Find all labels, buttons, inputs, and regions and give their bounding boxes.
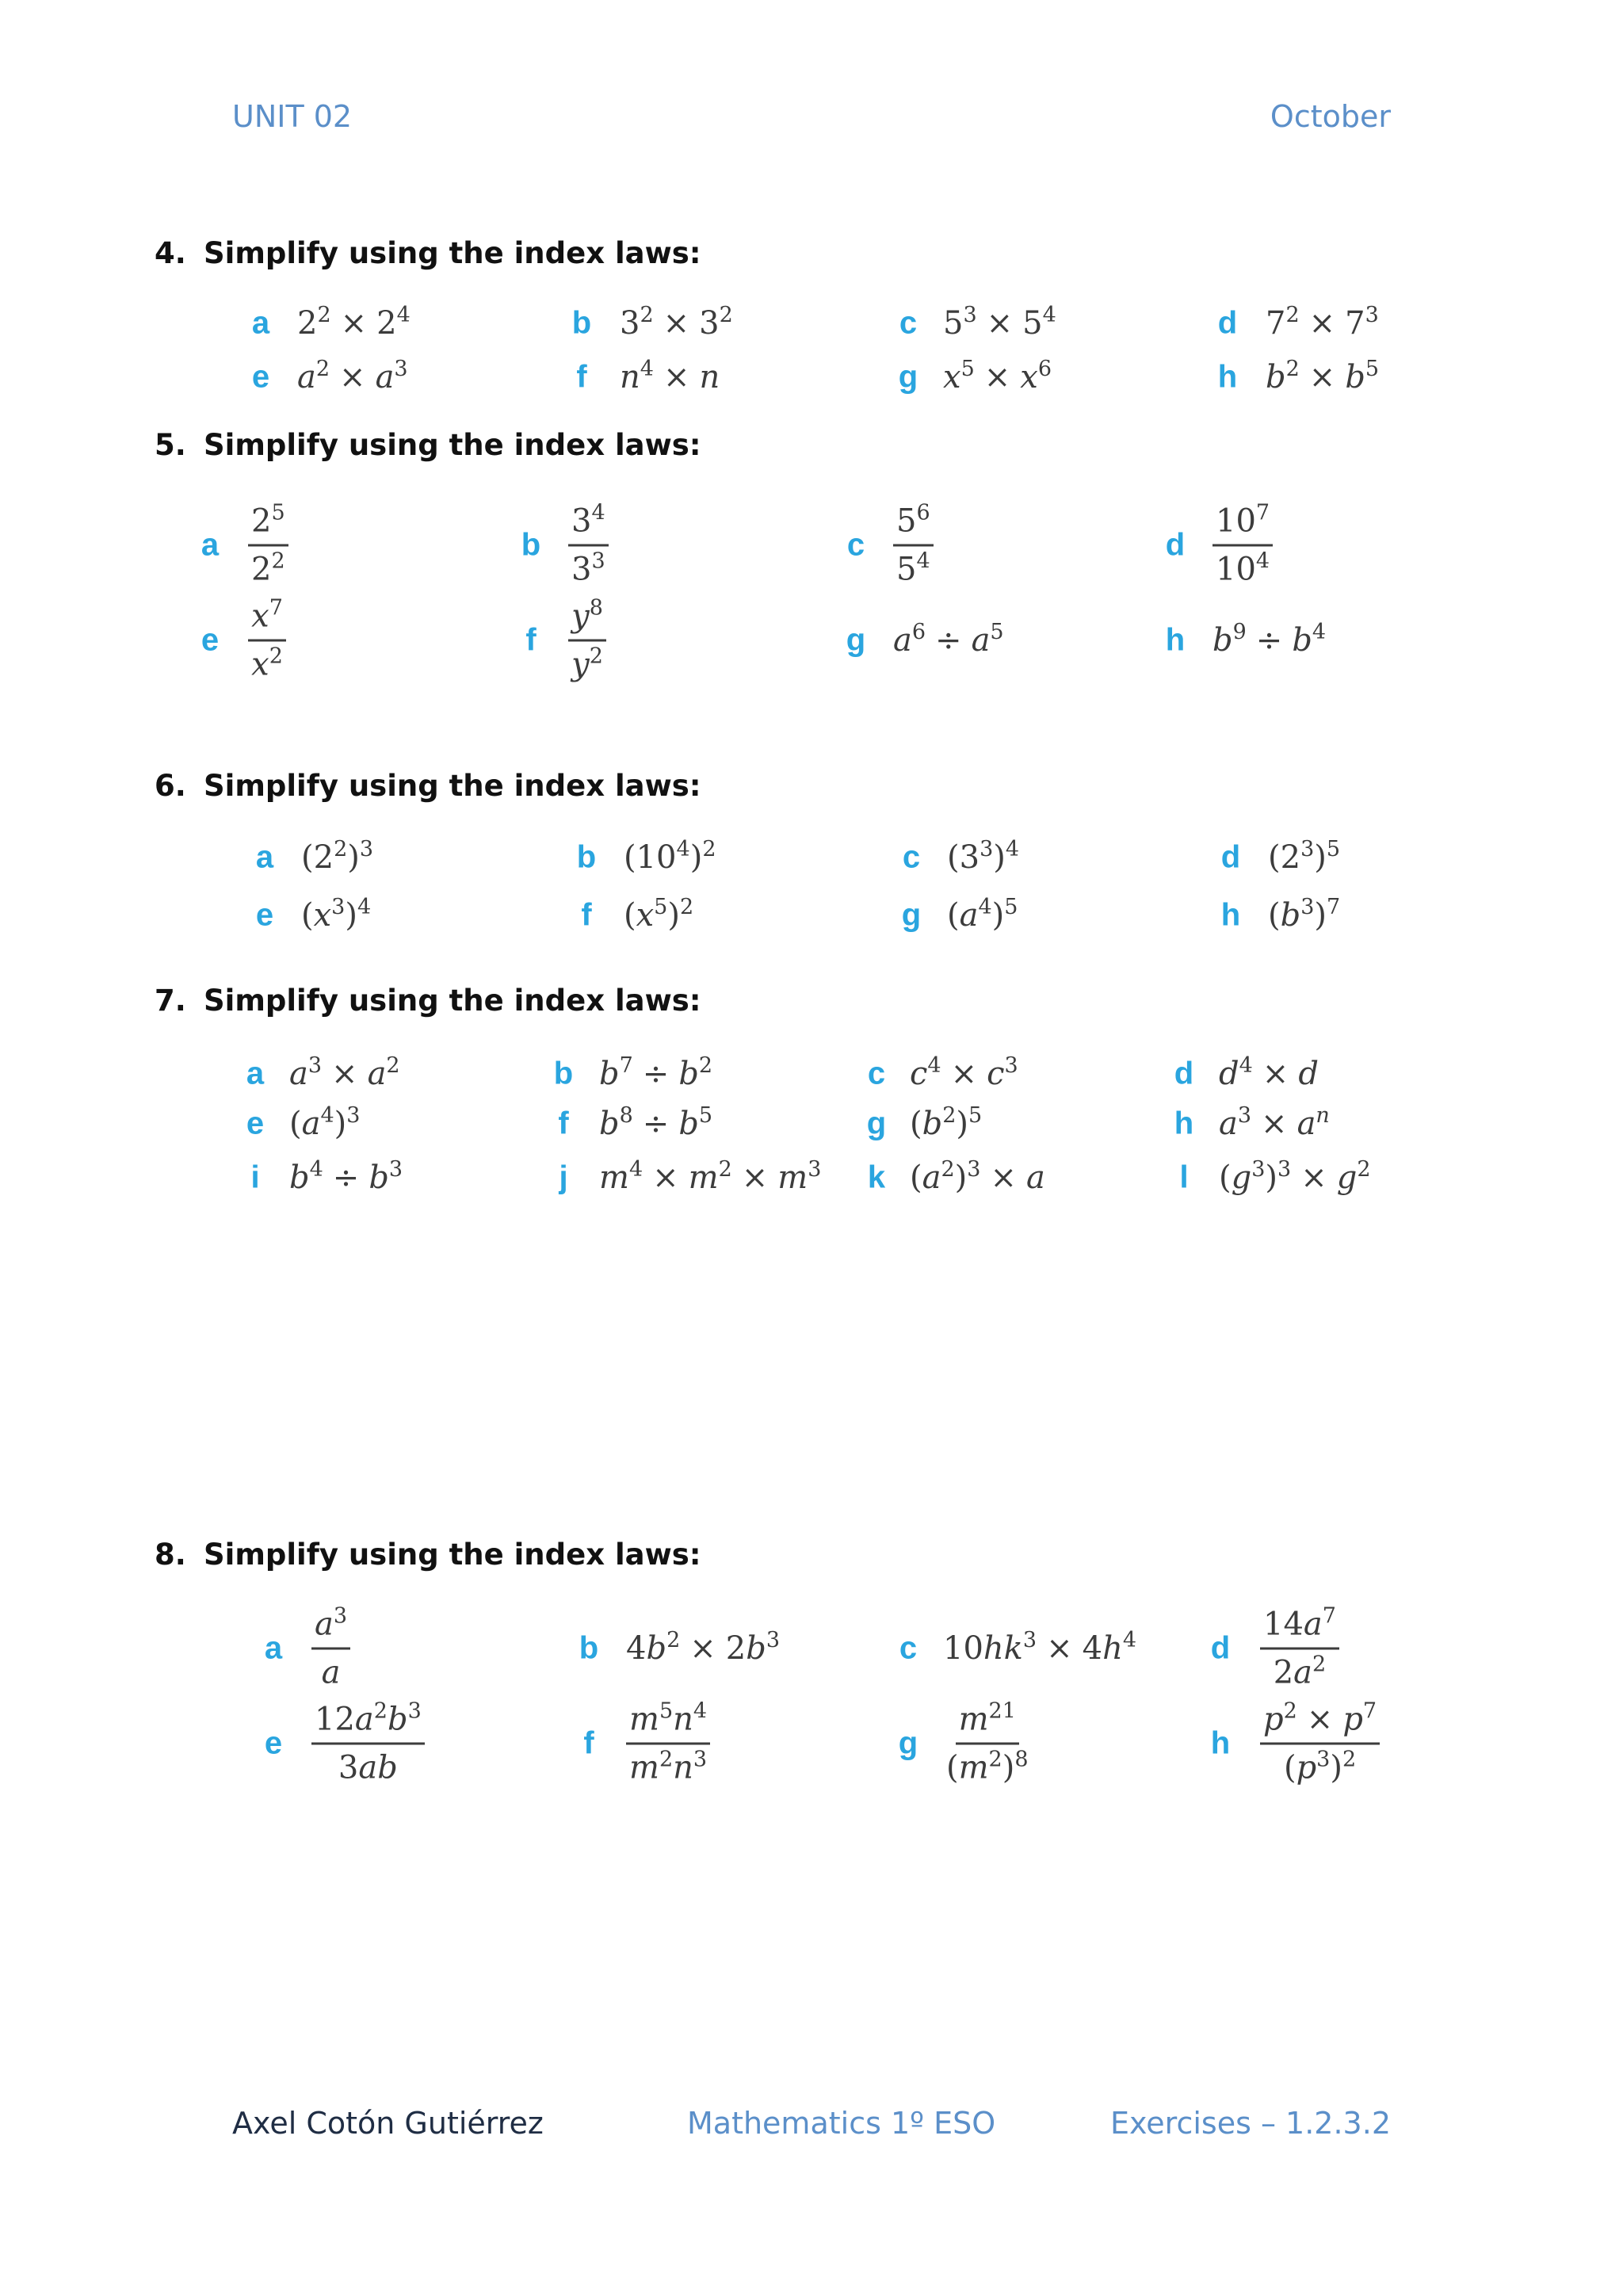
fraction — [248, 500, 288, 588]
header-month: October — [1270, 99, 1391, 134]
fraction-numerator: $14a^7$ — [1260, 1606, 1339, 1650]
question-6-expression-b: $(10^4)^2$ — [624, 837, 716, 876]
fraction-denominator: $10^4$ — [1216, 548, 1270, 588]
question-4-label-g: g — [898, 359, 918, 395]
fraction-denominator: 3ab — [338, 1749, 398, 1786]
question-4-expression-b: $3^2 \times 3^2$ — [620, 303, 733, 342]
footer-exercise: Exercises – 1.2.3.2 — [1109, 2106, 1391, 2141]
question-8-expression-h — [1260, 1698, 1380, 1786]
question-5-expression-h: $b^9 \div b^4$ — [1212, 620, 1327, 659]
question-7-label-g: g — [866, 1106, 887, 1141]
question-6-expression-e: $(x^3)^4$ — [301, 895, 372, 934]
question-7-label-j: j — [559, 1159, 568, 1195]
question-7-expression-l: $(g^3)^3 \times g^2$ — [1219, 1157, 1371, 1196]
question-4-label-b: b — [571, 305, 592, 341]
question-8-label-a: a — [264, 1630, 283, 1666]
question-4-title: 4. Simplify using the index laws: — [155, 236, 701, 270]
question-6-expression-g: $(a^4)^5$ — [947, 895, 1018, 934]
question-5-label-e: e — [200, 622, 220, 658]
question-4-expression-f: $n^4 \times n$ — [620, 357, 720, 395]
question-7-expression-d: $d^4 \times d$ — [1219, 1053, 1319, 1092]
fraction — [311, 1698, 425, 1786]
question-5-expression-a — [248, 500, 288, 588]
question-4-label-c: c — [899, 305, 918, 341]
question-8-title: 8. Simplify using the index laws: — [155, 1538, 701, 1572]
question-6-label-e: e — [255, 897, 274, 933]
question-6-label-d: d — [1220, 839, 1241, 875]
question-5-expression-b — [568, 500, 609, 588]
question-8-label-b: b — [579, 1630, 599, 1666]
fraction-denominator: $y^2$ — [571, 644, 603, 683]
question-5-expression-c — [893, 500, 934, 588]
question-7-label-k: k — [867, 1159, 886, 1195]
fraction-numerator: $m^{21}$ — [956, 1702, 1019, 1745]
fraction-numerator: $x^7$ — [248, 598, 286, 642]
question-7-expression-h: $a^3 \times a^n$ — [1219, 1103, 1330, 1142]
question-6-title: 6. Simplify using the index laws: — [155, 769, 701, 803]
question-7-label-a: a — [246, 1056, 265, 1091]
fraction — [626, 1698, 710, 1786]
question-5-label-f: f — [525, 622, 537, 658]
header-unit: UNIT 02 — [232, 99, 353, 134]
question-8-expression-a — [311, 1603, 350, 1691]
fraction — [893, 500, 934, 588]
question-4-expression-h: $b^2 \times b^5$ — [1266, 357, 1380, 395]
fraction-numerator: $2^5$ — [248, 503, 288, 547]
fraction-denominator: $(m^2)^8$ — [946, 1747, 1029, 1786]
fraction-denominator: $2^2$ — [251, 548, 285, 588]
footer-course: Mathematics 1º ESO — [687, 2106, 996, 2141]
question-8-expression-g — [943, 1698, 1032, 1786]
fraction-denominator: $5^4$ — [896, 548, 930, 588]
question-4-label-f: f — [576, 359, 587, 395]
question-4-expression-a: $2^2 \times 2^4$ — [297, 303, 411, 342]
fraction — [943, 1698, 1032, 1786]
fraction — [1260, 1698, 1380, 1786]
fraction-numerator: $p^2 \times p^7$ — [1260, 1702, 1380, 1745]
question-4-label-e: e — [251, 359, 270, 395]
question-5-expression-f — [568, 595, 606, 683]
question-8-label-d: d — [1210, 1630, 1231, 1666]
fraction — [568, 500, 609, 588]
question-7-label-e: e — [246, 1106, 265, 1141]
fraction-numerator: $12a^2b^3$ — [311, 1702, 425, 1745]
fraction — [248, 595, 286, 683]
question-4-label-d: d — [1217, 305, 1238, 341]
question-8-label-g: g — [898, 1725, 918, 1761]
question-5-expression-e — [248, 595, 286, 683]
question-4-expression-c: $5^3 \times 5^4$ — [943, 303, 1056, 342]
question-6-expression-a: $(2^2)^3$ — [301, 837, 374, 876]
question-7-label-c: c — [867, 1056, 886, 1091]
question-6-label-b: b — [576, 839, 597, 875]
fraction-numerator: $m^5n^4$ — [626, 1702, 710, 1745]
fraction — [568, 595, 606, 683]
question-7-label-f: f — [558, 1106, 569, 1141]
question-7-expression-c: $c^4 \times c^3$ — [910, 1053, 1018, 1092]
question-6-label-f: f — [581, 897, 592, 933]
question-6-expression-d: $(2^3)^5$ — [1268, 837, 1341, 876]
question-6-expression-f: $(x^5)^2$ — [624, 895, 694, 934]
question-5-title: 5. Simplify using the index laws: — [155, 428, 701, 462]
question-8-expression-d — [1260, 1603, 1339, 1691]
fraction-denominator: $2a^2$ — [1273, 1652, 1327, 1691]
fraction-denominator: $m^2n^3$ — [629, 1747, 708, 1786]
question-7-label-i: i — [250, 1159, 260, 1195]
fraction-numerator: $5^6$ — [893, 503, 934, 547]
question-7-label-d: d — [1174, 1056, 1194, 1091]
question-5-label-c: c — [846, 527, 865, 563]
fraction — [311, 1603, 350, 1691]
question-7-expression-k: $(a^2)^3 \times a$ — [910, 1157, 1045, 1196]
fraction-denominator: $x^2$ — [251, 644, 283, 683]
question-8-expression-f — [626, 1698, 710, 1786]
question-7-label-l: l — [1179, 1159, 1189, 1195]
question-5-label-g: g — [846, 622, 866, 658]
question-6-label-h: h — [1220, 897, 1241, 933]
question-7-expression-g: $(b^2)^5$ — [910, 1103, 983, 1142]
question-5-label-d: d — [1165, 527, 1186, 563]
question-7-label-h: h — [1174, 1106, 1194, 1141]
question-7-label-b: b — [553, 1056, 574, 1091]
question-7-expression-e: $(a^4)^3$ — [289, 1103, 361, 1142]
fraction-denominator: a — [321, 1654, 341, 1691]
question-8-label-c: c — [899, 1630, 918, 1666]
question-7-expression-b: $b^7 \div b^2$ — [599, 1053, 713, 1092]
question-6-expression-c: $(3^3)^4$ — [947, 837, 1020, 876]
fraction — [1212, 500, 1273, 588]
fraction-denominator: $(p^3)^2$ — [1283, 1747, 1357, 1786]
question-8-label-h: h — [1210, 1725, 1231, 1761]
question-5-expression-d — [1212, 500, 1273, 588]
question-8-label-e: e — [264, 1725, 283, 1761]
question-8-expression-c: $10hk^3 \times 4h^4$ — [943, 1628, 1137, 1667]
question-4-expression-e: $a^2 \times a^3$ — [297, 357, 408, 395]
fraction — [1260, 1603, 1339, 1691]
question-5-label-b: b — [521, 527, 541, 563]
question-4-expression-g: $x^5 \times x^6$ — [943, 357, 1052, 395]
question-6-expression-h: $(b^3)^7$ — [1268, 895, 1341, 934]
question-8-expression-b: $4b^2 \times 2b^3$ — [626, 1628, 781, 1667]
fraction-denominator: $3^3$ — [571, 548, 605, 588]
question-6-label-a: a — [255, 839, 274, 875]
fraction-numerator: $y^8$ — [568, 598, 606, 642]
fraction-numerator: $10^7$ — [1212, 503, 1273, 547]
question-4-label-a: a — [251, 305, 270, 341]
question-5-label-h: h — [1165, 622, 1186, 658]
question-7-expression-i: $b^4 \div b^3$ — [289, 1157, 403, 1196]
question-7-expression-j: $m^4 \times m^2 \times m^3$ — [599, 1157, 822, 1196]
question-8-expression-e — [311, 1698, 425, 1786]
question-7-expression-f: $b^8 \div b^5$ — [599, 1103, 713, 1142]
question-6-label-g: g — [901, 897, 922, 933]
question-8-label-f: f — [583, 1725, 594, 1761]
fraction-numerator: $a^3$ — [311, 1606, 350, 1650]
question-6-label-c: c — [902, 839, 921, 875]
question-7-title: 7. Simplify using the index laws: — [155, 984, 701, 1018]
question-4-label-h: h — [1217, 359, 1238, 395]
question-7-expression-a: $a^3 \times a^2$ — [289, 1053, 400, 1092]
question-5-expression-g: $a^6 \div a^5$ — [893, 620, 1004, 659]
fraction-numerator: $3^4$ — [568, 503, 609, 547]
footer-author: Axel Cotón Gutiérrez — [232, 2106, 544, 2141]
question-5-label-a: a — [200, 527, 220, 563]
question-4-expression-d: $7^2 \times 7^3$ — [1266, 303, 1379, 342]
